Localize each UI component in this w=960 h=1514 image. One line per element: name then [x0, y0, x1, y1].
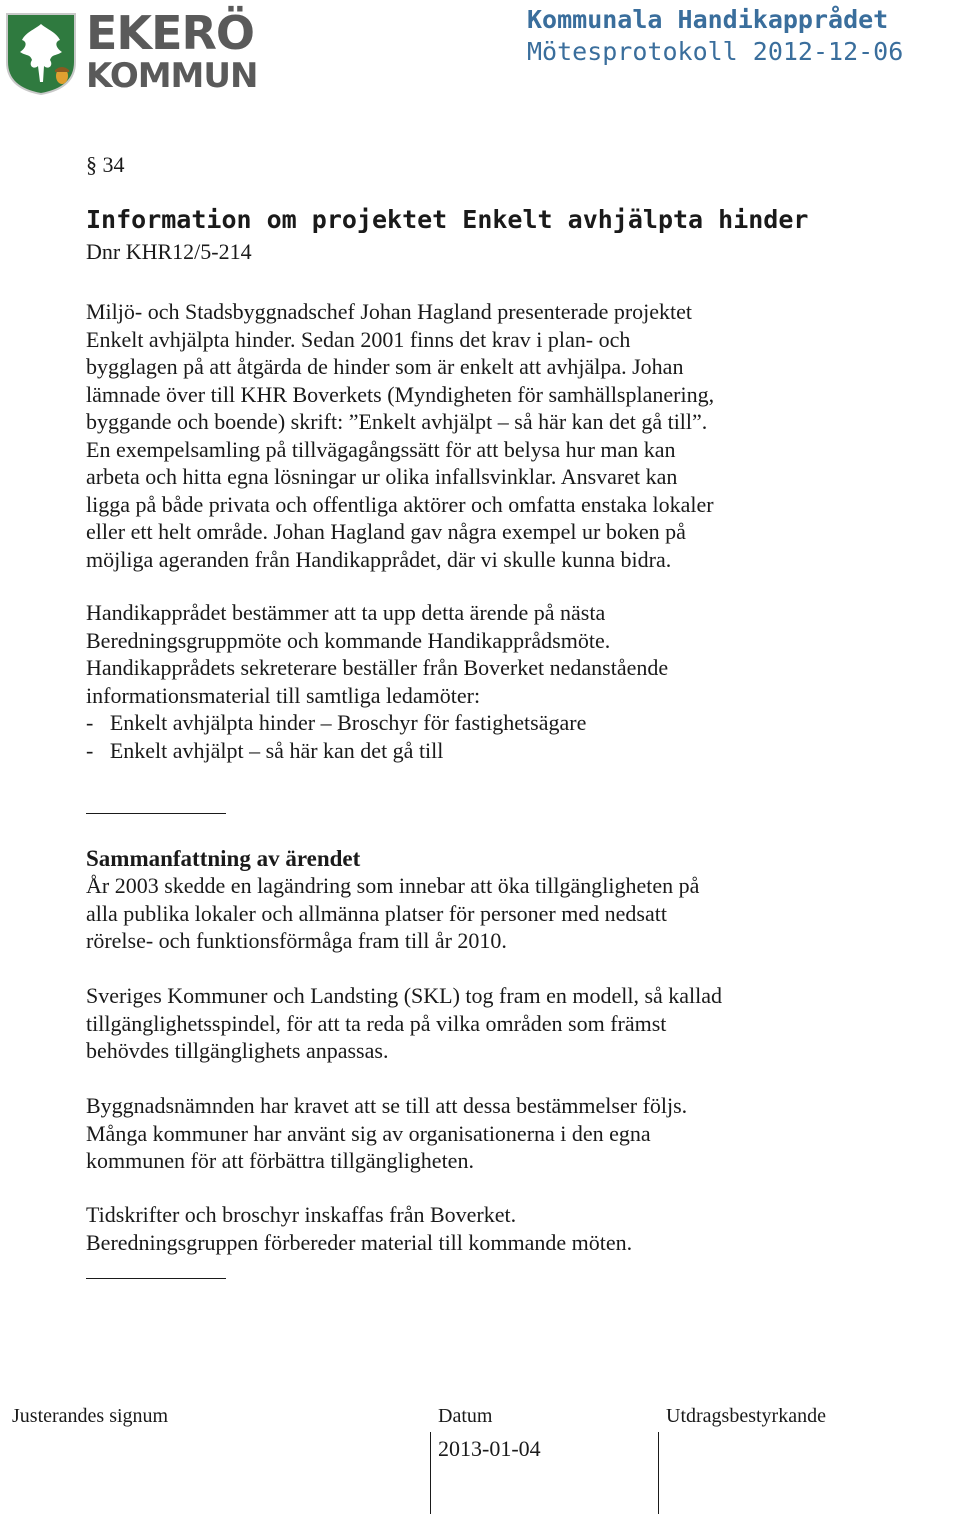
summary-heading: Sammanfattning av ärendet [86, 846, 361, 871]
divider [86, 1278, 226, 1279]
text-line: Enkelt avhjälpta hinder. Sedan 2001 finns det krav i plan- och [86, 326, 631, 352]
text-line: Miljö- och Stadsbyggnadschef Johan Hagland presenterade projektet [86, 299, 693, 324]
divider [86, 813, 226, 814]
section-heading: Information om projektet Enkelt avhjälpta hinder [86, 205, 809, 234]
list-item: - Enkelt avhjälpt – så här kan det gå till [86, 737, 444, 763]
text-line: byggande och boende) skrift: ”Enkelt avhjälpt – så här kan det gå till”. [86, 409, 708, 434]
document-reference: Dnr KHR12/5-214 [86, 239, 252, 264]
logo-text-kommun: KOMMUN [86, 56, 258, 96]
header-subtitle: Mötesprotokoll 2012-12-06 [527, 37, 904, 66]
summary-paragraph-2 [86, 982, 866, 1065]
extract-label: Utdragsbestyrkande [666, 1405, 826, 1427]
logo-text-ekero: EKERÖ [86, 6, 255, 60]
summary-paragraph-3 [86, 1092, 866, 1175]
summary-paragraph-4 [86, 1201, 866, 1256]
footer-divider [658, 1432, 659, 1514]
text-line: Många kommuner har använt sig av organisationerna i den egna [86, 1120, 651, 1146]
date-label: Datum [438, 1405, 493, 1427]
text-line: År 2003 skedde en lagändring som innebar att öka tillgängligheten på [86, 873, 700, 898]
text-line: eller ett helt område. Johan Hagland gav några exempel ur boken på [86, 519, 686, 544]
body-paragraph-2 [86, 599, 866, 764]
text-line: tillgänglighetsspindel, för att ta reda på vilka områden som främst [86, 1010, 667, 1036]
text-line: En exempelsamling på tillvägagångssätt för att belysa hur man kan [86, 436, 676, 462]
oak-leaf-shield-icon [4, 10, 78, 96]
text-line: ligga på både privata och offentliga aktörer och omfatta enstaka lokaler [86, 491, 714, 517]
header-title: Kommunala Handikapprådet [527, 5, 889, 34]
text-line: behövdes tillgänglighets anpassas. [86, 1038, 389, 1063]
paragraph-number: § 34 [86, 152, 125, 177]
summary-paragraph-1 [86, 872, 866, 955]
text-line: arbeta och hitta egna lösningar ur olika infallsvinklar. Ansvaret kan [86, 464, 678, 489]
text-line: Handikapprådets sekreterare beställer från Boverket nedanstående [86, 655, 669, 680]
text-line: bygglagen på att åtgärda de hinder som är enkelt att avhjälpa. Johan [86, 354, 684, 379]
text-line: Handikapprådet bestämmer att ta upp detta ärende på nästa [86, 600, 606, 625]
text-line: Tidskrifter och broschyr inskaffas från Boverket. [86, 1202, 517, 1227]
list-item: - Enkelt avhjälpta hinder – Broschyr för fastighetsägare [86, 710, 587, 735]
text-line: rörelse- och funktionsförmåga fram till år 2010. [86, 928, 507, 953]
body-paragraph-1 [86, 298, 866, 573]
text-line: Beredningsgruppmöte och kommande Handikapprådsmöte. [86, 627, 611, 653]
signature-label: Justerandes signum [12, 1405, 169, 1427]
text-line: alla publika lokaler och allmänna platser för personer med nedsatt [86, 900, 667, 926]
text-line: möjliga ageranden från Handikapprådet, där vi skulle kunna bidra. [86, 546, 672, 572]
text-line: Byggnadsnämnden har kravet att se till att dessa bestämmelser följs. [86, 1093, 688, 1118]
text-line: kommunen för att förbättra tillgängligheten. [86, 1148, 474, 1173]
text-line: informationsmaterial till samtliga ledamöter: [86, 682, 481, 708]
date-value: 2013-01-04 [438, 1436, 541, 1461]
municipality-logo [4, 6, 258, 98]
text-line: lämnade över till KHR Boverkets (Myndigheten för samhällsplanering, [86, 381, 715, 407]
text-line: Sveriges Kommuner och Landsting (SKL) tog fram en modell, så kallad [86, 983, 723, 1008]
footer-divider [430, 1432, 431, 1514]
text-line: Beredningsgruppen förbereder material till kommande möten. [86, 1229, 633, 1255]
